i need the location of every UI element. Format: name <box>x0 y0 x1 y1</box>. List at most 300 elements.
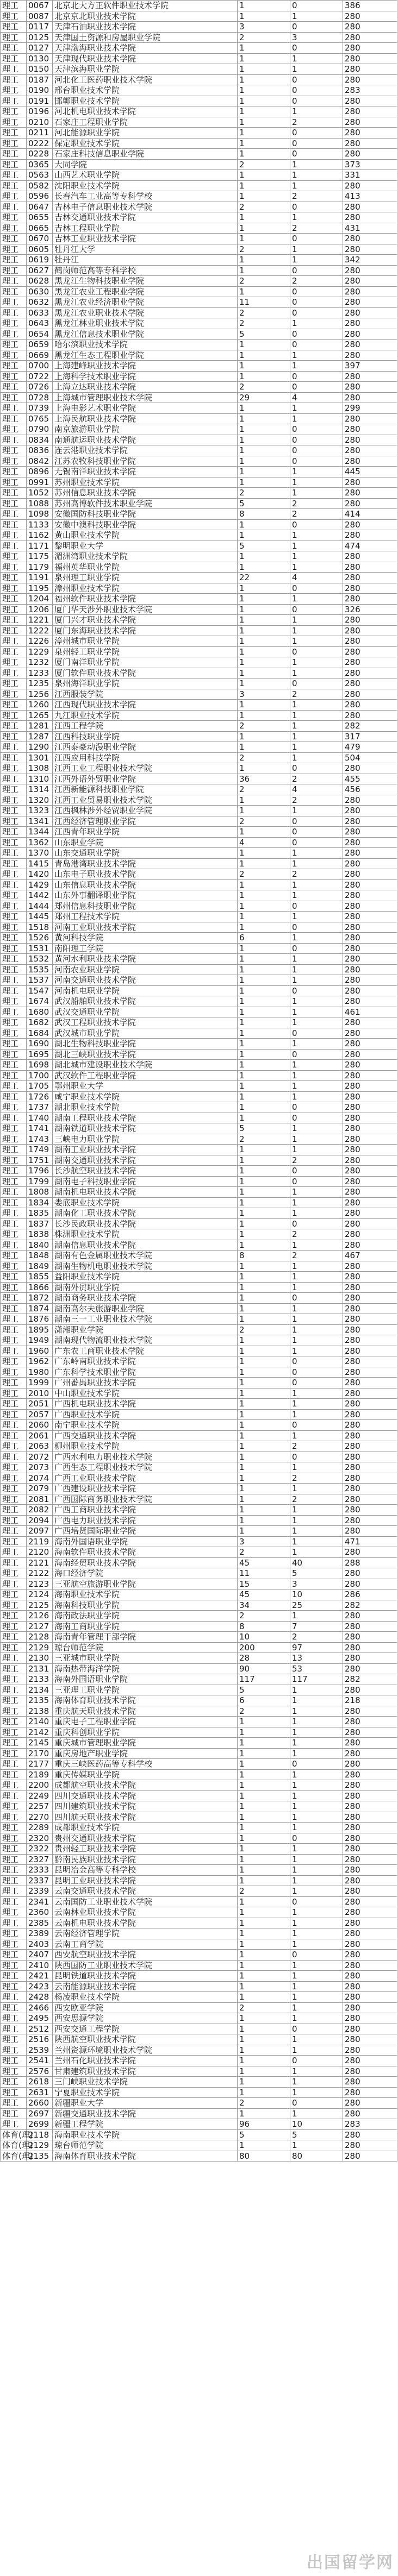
min-score-cell: 280 <box>343 1928 397 1939</box>
min-score-cell: 280 <box>343 64 397 75</box>
category-cell: 理工 <box>1 2045 27 2056</box>
admitted-count-cell: 0 <box>290 943 343 954</box>
admitted-count-cell: 1 <box>290 1738 343 1749</box>
min-score-cell: 280 <box>343 1409 397 1420</box>
admitted-count-cell: 0 <box>290 74 343 85</box>
plan-count-cell: 1 <box>238 1896 290 1907</box>
code-cell: 0842 <box>27 456 53 467</box>
min-score-cell: 283 <box>343 85 397 96</box>
table-row <box>1 1484 397 1494</box>
plan-count-cell: 5 <box>238 329 290 340</box>
admitted-count-cell: 1 <box>290 2140 343 2151</box>
admitted-count-cell: 1 <box>290 413 343 424</box>
table-row <box>1 1505 397 1516</box>
admitted-count-cell: 0 <box>290 149 343 160</box>
code-cell: 1323 <box>27 806 53 816</box>
admitted-count-cell: 1 <box>290 668 343 678</box>
school-name-cell: 湖南外贸职业学院 <box>53 1282 238 1293</box>
school-name-cell: 江西外语外贸职业学院 <box>53 774 238 784</box>
min-score-cell: 280 <box>343 22 397 33</box>
table-row <box>1 1579 397 1589</box>
code-cell: 2339 <box>27 1886 53 1897</box>
plan-count-cell: 1 <box>238 1505 290 1516</box>
admitted-count-cell: 1 <box>290 244 343 255</box>
min-score-cell: 467 <box>343 1251 397 1261</box>
plan-count-cell: 1 <box>238 1272 290 1283</box>
table-row <box>1 519 397 530</box>
code-cell: 1518 <box>27 922 53 933</box>
school-name-cell: 广西培贤国际职业学院 <box>53 1526 238 1537</box>
admitted-count-cell: 1 <box>290 530 343 541</box>
category-cell: 理工 <box>1 890 27 901</box>
table-row <box>1 1790 397 1801</box>
admitted-count-cell: 1 <box>290 933 343 944</box>
admitted-count-cell: 0 <box>290 763 343 774</box>
plan-count-cell: 1 <box>238 234 290 244</box>
min-score-cell: 280 <box>343 244 397 255</box>
category-cell: 理工 <box>1 742 27 753</box>
category-cell: 理工 <box>1 1960 27 1971</box>
category-cell: 理工 <box>1 1642 27 1653</box>
school-name-cell: 四川航天职业技术学院 <box>53 1812 238 1823</box>
plan-count-cell: 1 <box>238 1918 290 1928</box>
plan-count-cell: 1 <box>238 827 290 838</box>
admitted-count-cell: 1 <box>290 1430 343 1441</box>
school-name-cell: 柳州职业技术学院 <box>53 1441 238 1452</box>
code-cell: 0722 <box>27 371 53 382</box>
code-cell: 1287 <box>27 731 53 742</box>
plan-count-cell: 2 <box>238 1547 290 1558</box>
school-name-cell: 上海电影艺术职业学院 <box>53 403 238 414</box>
category-cell: 理工 <box>1 329 27 340</box>
category-cell: 理工 <box>1 848 27 859</box>
plan-count-cell: 1 <box>238 96 290 106</box>
school-name-cell: 陕西国防工业职业技术学院 <box>53 1960 238 1971</box>
code-cell: 0991 <box>27 477 53 488</box>
school-name-cell: 无锡南洋职业技术学院 <box>53 467 238 477</box>
school-name-cell: 哈尔滨职业技术学院 <box>53 340 238 350</box>
min-score-cell: 280 <box>343 1039 397 1050</box>
school-name-cell: 云南机电职业技术学院 <box>53 1918 238 1928</box>
category-cell: 理工 <box>1 1706 27 1717</box>
category-cell: 理工 <box>1 1780 27 1791</box>
admitted-count-cell: 0 <box>290 646 343 657</box>
category-cell: 体育(理) <box>1 2140 27 2151</box>
admitted-count-cell: 0 <box>290 837 343 848</box>
school-name-cell: 苏州信息职业技术学院 <box>53 488 238 499</box>
plan-count-cell: 1 <box>238 1314 290 1325</box>
school-name-cell: 广西建设职业技术学院 <box>53 1484 238 1494</box>
table-row <box>1 1928 397 1939</box>
table-row <box>1 1462 397 1473</box>
code-cell: 0643 <box>27 318 53 329</box>
min-score-cell: 280 <box>343 1113 397 1123</box>
admitted-count-cell: 0 <box>290 138 343 149</box>
table-row <box>1 1039 397 1050</box>
school-name-cell: 海南职业技术学院 <box>53 2129 238 2140</box>
code-cell: 1737 <box>27 1102 53 1113</box>
code-cell: 2322 <box>27 1844 53 1855</box>
school-name-cell: 中山职业技术学院 <box>53 1388 238 1399</box>
min-score-cell: 280 <box>343 943 397 954</box>
code-cell: 2118 <box>27 2129 53 2140</box>
plan-count-cell: 1 <box>238 1420 290 1431</box>
code-cell: 2389 <box>27 1928 53 1939</box>
code-cell: 0765 <box>27 413 53 424</box>
school-name-cell: 山东交通职业学院 <box>53 848 238 859</box>
category-cell: 理工 <box>1 710 27 721</box>
admitted-count-cell: 0 <box>290 2098 343 2109</box>
min-score-cell: 280 <box>343 1452 397 1462</box>
plan-count-cell: 1 <box>238 1727 290 1738</box>
admitted-count-cell: 0 <box>290 583 343 594</box>
admitted-count-cell: 1 <box>290 1123 343 1134</box>
school-name-cell: 河南工业职业技术学院 <box>53 922 238 933</box>
code-cell: 2135 <box>27 1695 53 1706</box>
table-row <box>1 1759 397 1770</box>
school-name-cell: 河南交通职业技术学院 <box>53 975 238 986</box>
plan-count-cell: 2 <box>238 318 290 329</box>
category-cell: 理工 <box>1 149 27 160</box>
code-cell: 1233 <box>27 668 53 678</box>
table-row <box>1 1166 397 1177</box>
plan-count-cell: 8 <box>238 509 290 520</box>
min-score-cell: 280 <box>343 180 397 191</box>
plan-count-cell: 1 <box>238 1812 290 1823</box>
code-cell: 1088 <box>27 498 53 509</box>
code-cell: 2129 <box>27 1642 53 1653</box>
table-row <box>1 901 397 912</box>
table-row <box>1 2045 397 2056</box>
code-cell: 1700 <box>27 1070 53 1081</box>
school-name-cell: 兰州石化职业技术学院 <box>53 2056 238 2066</box>
table-row <box>1 1611 397 1622</box>
school-name-cell: 福州软件职业技术学院 <box>53 594 238 605</box>
min-score-cell: 280 <box>343 2024 397 2034</box>
school-name-cell: 湖南工业职业技术学院 <box>53 1145 238 1155</box>
code-cell: 2129 <box>27 2140 53 2151</box>
min-score-cell: 280 <box>343 1547 397 1558</box>
school-name-cell: 吉林工程职业学院 <box>53 223 238 234</box>
category-cell: 理工 <box>1 964 27 975</box>
admitted-count-cell: 1 <box>290 912 343 922</box>
table-row <box>1 286 397 297</box>
school-name-cell: 上海立达职业技术学院 <box>53 382 238 393</box>
admitted-count-cell: 1 <box>290 594 343 605</box>
min-score-cell: 280 <box>343 1907 397 1918</box>
admitted-count-cell: 1 <box>290 1769 343 1780</box>
min-score-cell: 280 <box>343 1801 397 1812</box>
school-name-cell: 福州英华职业学院 <box>53 562 238 573</box>
table-row <box>1 255 397 266</box>
category-cell: 理工 <box>1 1452 27 1462</box>
category-cell: 理工 <box>1 1823 27 1833</box>
category-cell: 理工 <box>1 1812 27 1823</box>
table-row <box>1 445 397 456</box>
code-cell: 0596 <box>27 191 53 202</box>
admitted-count-cell: 2 <box>290 191 343 202</box>
plan-count-cell: 2 <box>238 2098 290 2109</box>
school-name-cell: 西安欧亚学院 <box>53 2002 238 2013</box>
table-row <box>1 43 397 54</box>
min-score-cell: 280 <box>343 1187 397 1198</box>
category-cell: 理工 <box>1 933 27 944</box>
min-score-cell: 280 <box>343 1568 397 1579</box>
school-name-cell: 北京北大方正软件职业技术学院 <box>53 1 238 11</box>
school-name-cell: 九江职业技术学院 <box>53 710 238 721</box>
plan-count-cell: 1 <box>238 879 290 890</box>
plan-count-cell: 5 <box>238 541 290 551</box>
code-cell: 1834 <box>27 1197 53 1208</box>
table-row <box>1 276 397 287</box>
min-score-cell: 280 <box>343 1960 397 1971</box>
admitted-count-cell: 0 <box>290 128 343 139</box>
plan-count-cell: 22 <box>238 573 290 583</box>
plan-count-cell: 1 <box>238 1759 290 1770</box>
min-score-cell: 280 <box>343 128 397 139</box>
table-row <box>1 1568 397 1579</box>
school-name-cell: 厦门兴才职业技术学院 <box>53 615 238 626</box>
plan-count-cell: 1 <box>238 2066 290 2077</box>
min-score-cell: 282 <box>343 721 397 732</box>
min-score-cell: 280 <box>343 488 397 499</box>
admitted-count-cell: 0 <box>290 371 343 382</box>
code-cell: 2074 <box>27 1473 53 1484</box>
school-name-cell: 广西机电职业技术学院 <box>53 1399 238 1410</box>
code-cell: 1362 <box>27 837 53 848</box>
min-score-cell: 280 <box>343 106 397 117</box>
school-name-cell: 四川建筑职业技术学院 <box>53 1801 238 1812</box>
code-cell: 1301 <box>27 752 53 763</box>
min-score-cell: 280 <box>343 1769 397 1780</box>
plan-count-cell: 1 <box>238 1801 290 1812</box>
plan-count-cell: 2 <box>238 276 290 287</box>
plan-count-cell: 1 <box>238 138 290 149</box>
code-cell: 2697 <box>27 2108 53 2119</box>
min-score-cell: 280 <box>343 1823 397 1833</box>
code-cell: 0125 <box>27 32 53 43</box>
min-score-cell: 280 <box>343 1335 397 1346</box>
admitted-count-cell: 1 <box>290 1070 343 1081</box>
plan-count-cell: 1 <box>238 1176 290 1187</box>
admitted-count-cell: 1 <box>290 318 343 329</box>
code-cell: 1175 <box>27 551 53 562</box>
code-cell: 1949 <box>27 1335 53 1346</box>
table-row <box>1 1844 397 1855</box>
table-row <box>1 392 397 403</box>
admitted-count-cell: 1 <box>290 996 343 1007</box>
code-cell: 0726 <box>27 382 53 393</box>
table-row <box>1 710 397 721</box>
table-row <box>1 1992 397 2003</box>
plan-count-cell: 1 <box>238 1229 290 1240</box>
min-score-cell: 280 <box>343 1738 397 1749</box>
school-name-cell: 吉林电子信息职业技术学院 <box>53 202 238 212</box>
table-row <box>1 2087 397 2098</box>
min-score-cell: 280 <box>343 1992 397 2003</box>
code-cell: 2421 <box>27 1971 53 1982</box>
plan-count-cell: 1 <box>238 519 290 530</box>
min-score-cell: 280 <box>343 1356 397 1367</box>
category-cell: 理工 <box>1 551 27 562</box>
admitted-count-cell: 1 <box>290 1611 343 1622</box>
school-name-cell: 宁夏职业技术学院 <box>53 2087 238 2098</box>
plan-count-cell: 1 <box>238 806 290 816</box>
admitted-count-cell: 1 <box>290 180 343 191</box>
admitted-count-cell: 1 <box>290 700 343 711</box>
category-cell: 理工 <box>1 1081 27 1092</box>
plan-count-cell: 1 <box>238 943 290 954</box>
table-row <box>1 1388 397 1399</box>
admitted-count-cell: 0 <box>290 1 343 11</box>
admitted-count-cell: 1 <box>290 2034 343 2045</box>
category-cell: 理工 <box>1 1950 27 1961</box>
admitted-count-cell: 1 <box>290 467 343 477</box>
school-name-cell: 西安思源学院 <box>53 2013 238 2024</box>
admitted-count-cell: 2 <box>290 223 343 234</box>
category-cell: 理工 <box>1 1378 27 1388</box>
table-row <box>1 933 397 944</box>
min-score-cell: 280 <box>343 1759 397 1770</box>
admitted-count-cell: 2 <box>290 117 343 128</box>
category-cell: 理工 <box>1 297 27 308</box>
category-cell: 理工 <box>1 2034 27 2045</box>
plan-count-cell: 1 <box>238 975 290 986</box>
code-cell: 1222 <box>27 625 53 636</box>
admitted-count-cell: 1 <box>290 625 343 636</box>
table-row <box>1 329 397 340</box>
min-score-cell: 280 <box>343 2151 397 2162</box>
category-cell: 理工 <box>1 223 27 234</box>
category-cell: 理工 <box>1 1039 27 1050</box>
category-cell: 理工 <box>1 488 27 499</box>
admitted-count-cell: 0 <box>290 456 343 467</box>
school-name-cell: 安徽中澳科技职业学院 <box>53 519 238 530</box>
code-cell: 1308 <box>27 763 53 774</box>
admitted-count-cell: 1 <box>290 64 343 75</box>
code-cell: 1740 <box>27 1113 53 1123</box>
table-row <box>1 678 397 689</box>
code-cell: 2410 <box>27 1960 53 1971</box>
admitted-count-cell: 1 <box>290 806 343 816</box>
min-score-cell: 280 <box>343 1399 397 1410</box>
code-cell: 1314 <box>27 784 53 795</box>
school-name-cell: 厦门华天涉外职业技术学院 <box>53 604 238 615</box>
table-row <box>1 1356 397 1367</box>
category-cell: 理工 <box>1 721 27 732</box>
min-score-cell: 280 <box>343 2077 397 2088</box>
category-cell: 理工 <box>1 1017 27 1028</box>
school-name-cell: 江西服装学院 <box>53 689 238 700</box>
school-name-cell: 湖南铁道职业技术学院 <box>53 1123 238 1134</box>
code-cell: 1531 <box>27 943 53 954</box>
school-name-cell: 安徽国防科技职业学院 <box>53 509 238 520</box>
school-name-cell: 重庆科创职业学院 <box>53 1727 238 1738</box>
plan-count-cell: 1 <box>238 1950 290 1961</box>
code-cell: 1796 <box>27 1166 53 1177</box>
code-cell: 2341 <box>27 1896 53 1907</box>
admitted-count-cell: 1 <box>290 1812 343 1823</box>
admitted-count-cell: 0 <box>290 1218 343 1229</box>
min-score-cell: 280 <box>343 32 397 43</box>
code-cell: 1674 <box>27 996 53 1007</box>
table-row <box>1 2129 397 2140</box>
admitted-count-cell: 1 <box>290 1960 343 1971</box>
table-row <box>1 1886 397 1897</box>
admitted-count-cell: 1 <box>290 752 343 763</box>
table-row <box>1 1060 397 1071</box>
table-row <box>1 657 397 668</box>
category-cell: 理工 <box>1 943 27 954</box>
school-name-cell: 海南体育职业技术学院 <box>53 1695 238 1706</box>
admitted-count-cell: 0 <box>290 329 343 340</box>
admitted-count-cell: 0 <box>290 816 343 827</box>
table-row <box>1 2013 397 2024</box>
min-score-cell: 280 <box>343 1621 397 1632</box>
school-name-cell: 黑龙江农业经济职业学院 <box>53 297 238 308</box>
code-cell: 0627 <box>27 265 53 276</box>
table-row <box>1 1324 397 1335</box>
table-row <box>1 1663 397 1674</box>
table-row <box>1 117 397 128</box>
admitted-count-cell: 1 <box>290 1536 343 1547</box>
admitted-count-cell: 1 <box>290 1197 343 1208</box>
code-cell: 2327 <box>27 1854 53 1865</box>
school-name-cell: 黄山职业技术学院 <box>53 530 238 541</box>
table-row <box>1 1251 397 1261</box>
category-cell: 理工 <box>1 1229 27 1240</box>
category-cell: 体育(理) <box>1 2151 27 2162</box>
min-score-cell: 445 <box>343 467 397 477</box>
plan-count-cell: 96 <box>238 2119 290 2130</box>
code-cell: 1741 <box>27 1123 53 1134</box>
plan-count-cell: 2 <box>238 488 290 499</box>
site-watermark: 出国留学网 <box>307 2553 394 2572</box>
min-score-cell: 280 <box>343 551 397 562</box>
code-cell: 2270 <box>27 1812 53 1823</box>
code-cell: 2320 <box>27 1833 53 1844</box>
category-cell: 理工 <box>1 594 27 605</box>
table-row <box>1 1536 397 1547</box>
admitted-count-cell: 1 <box>290 1039 343 1050</box>
table-row <box>1 1674 397 1685</box>
category-cell: 理工 <box>1 138 27 149</box>
admitted-count-cell: 1 <box>290 562 343 573</box>
category-cell: 理工 <box>1 1240 27 1251</box>
plan-count-cell: 1 <box>238 890 290 901</box>
table-row <box>1 806 397 816</box>
plan-count-cell: 2 <box>238 721 290 732</box>
min-score-cell: 280 <box>343 276 397 287</box>
category-cell: 理工 <box>1 2098 27 2109</box>
category-cell: 理工 <box>1 1854 27 1865</box>
category-cell: 理工 <box>1 1600 27 1611</box>
code-cell: 1849 <box>27 1261 53 1272</box>
admitted-count-cell: 2 <box>290 689 343 700</box>
admitted-count-cell: 0 <box>290 1049 343 1060</box>
code-cell: 2660 <box>27 2098 53 2109</box>
min-score-cell: 280 <box>343 1918 397 1928</box>
code-cell: 2200 <box>27 1780 53 1791</box>
school-name-cell: 漳州职业技术学院 <box>53 583 238 594</box>
min-score-cell: 280 <box>343 1971 397 1982</box>
admitted-count-cell: 2 <box>290 1473 343 1484</box>
category-cell: 理工 <box>1 689 27 700</box>
code-cell: 2126 <box>27 1611 53 1622</box>
code-cell: 2128 <box>27 1632 53 1643</box>
code-cell: 0187 <box>27 74 53 85</box>
admitted-count-cell: 1 <box>290 1875 343 1886</box>
